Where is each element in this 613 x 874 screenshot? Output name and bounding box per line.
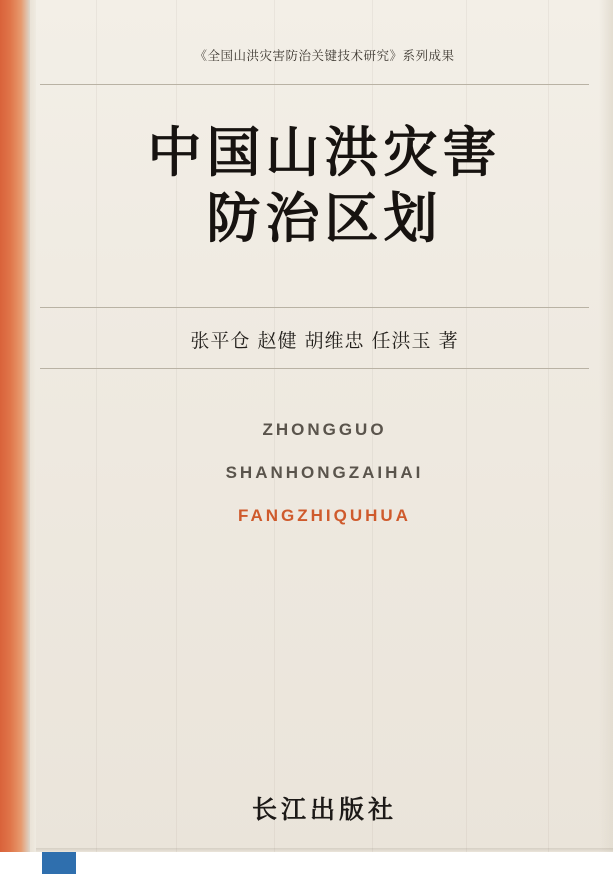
title-line-2: 防治区划 bbox=[206, 187, 443, 250]
divider-top bbox=[40, 84, 589, 85]
pinyin-line-3: FANGZHIQUHUA bbox=[238, 506, 411, 525]
bottom-white-strip bbox=[0, 852, 613, 874]
divider-bottom bbox=[40, 368, 589, 369]
author-list: 张平仓 赵健 胡维忠 任洪玉 著 bbox=[190, 330, 459, 352]
divider-middle bbox=[40, 307, 589, 308]
publisher-name: 长江出版社 bbox=[251, 795, 397, 824]
spine-color-band bbox=[0, 0, 30, 874]
pinyin-block bbox=[36, 420, 613, 549]
spine-bottom-tab bbox=[42, 852, 76, 874]
pinyin-line-2: SHANHONGZAIHAI bbox=[225, 463, 424, 482]
page-title bbox=[36, 120, 613, 252]
pinyin-line-1: ZHONGGUO bbox=[262, 420, 387, 439]
title-line-1: 中国山洪灾害 bbox=[147, 121, 502, 184]
series-title: 《全国山洪灾害防治关键技术研究》系列成果 bbox=[194, 48, 455, 63]
